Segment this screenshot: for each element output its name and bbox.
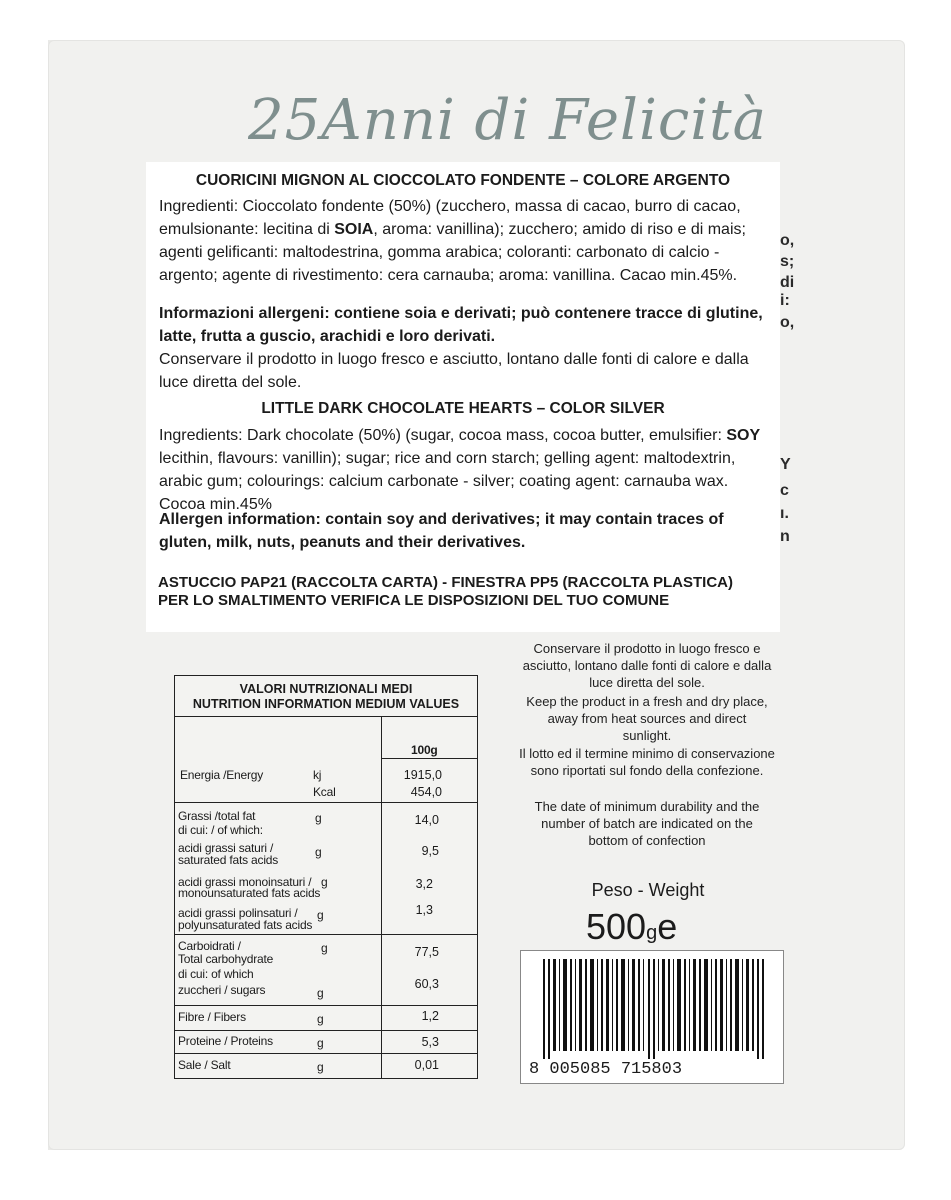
bleed-text: i: xyxy=(780,292,790,309)
english-title: LITTLE DARK CHOCOLATE HEARTS – COLOR SILVER xyxy=(261,400,665,417)
row-label: acidi grassi saturi / xyxy=(178,841,274,855)
table-rule xyxy=(175,1030,477,1031)
row-value: 14,0 xyxy=(414,813,439,827)
table-rule xyxy=(381,758,477,759)
row-unit: g xyxy=(315,845,322,859)
table-rule xyxy=(175,1053,477,1054)
lot-en: The date of minimum durability and the number of batch are indicated on the bottom of confection xyxy=(534,799,760,848)
barcode xyxy=(520,950,784,1084)
nutrition-table xyxy=(174,675,478,1079)
english-ingredients: Ingredients: Dark chocolate (50%) (sugar, cocoa mass, cocoa butter, emulsifier: SOY lecithin, flavours: vanillin); sugar; rice and corn starch; gelling agent: maltodextrin, arabic gum; colourings: calcium carbonate - silver; coating agent: carnauba wax. Cocoa min.45% xyxy=(159,427,761,513)
table-rule xyxy=(175,934,477,935)
table-rule xyxy=(175,716,477,717)
ingredient-label xyxy=(146,162,780,632)
row-label: Fibre / Fibers xyxy=(178,1010,246,1024)
bleed-text: n xyxy=(780,528,790,545)
row-label: saturated fats acids xyxy=(178,853,279,867)
row-unit: g xyxy=(321,941,328,955)
row-label: acidi grassi polinsaturi / xyxy=(178,906,298,920)
row-value: 1,2 xyxy=(421,1009,439,1023)
row-label: Energia /Energy xyxy=(180,768,264,782)
barcode-bars-icon xyxy=(521,959,783,1067)
row-label: acidi grassi monoinsaturi / xyxy=(178,875,312,889)
row-label: Grassi /total fat xyxy=(178,809,256,823)
italian-ingredients: Ingredienti: Cioccolato fondente (50%) (zucchero, massa di cacao, burro di cacao, emulsionante: lecitina di SOIA, aroma: vanillina); zucchero; amido di riso e di mais; agenti gelificanti: maltodestrina, gomma arabica; coloranti: carbonato di calcio - argento; agente di rivestimento: cera carnauba; aroma: vanillina. Cacao min.45%. xyxy=(159,198,746,284)
row-label: Total carbohydrate xyxy=(178,952,274,966)
row-value: 1,3 xyxy=(415,903,433,917)
row-label: zuccheri / sugars xyxy=(178,983,266,997)
row-label: di cui: / of which: xyxy=(178,823,263,837)
barcode-digits: 8 005085 715803 xyxy=(529,1060,683,1079)
bleed-text: c xyxy=(780,482,789,499)
row-label: polyunsaturated fats acids xyxy=(178,918,313,932)
row-unit: g xyxy=(317,1060,324,1074)
logo-text: 25Anni di Felicità xyxy=(248,88,768,153)
row-unit: g xyxy=(315,811,322,825)
row-value: 77,5 xyxy=(414,945,439,959)
row-value: 3,2 xyxy=(415,877,433,891)
nutrition-title-en: NUTRITION INFORMATION MEDIUM VALUES xyxy=(192,697,460,711)
row-value: 5,3 xyxy=(421,1035,439,1049)
bleed-text: ı. xyxy=(780,505,789,522)
net-weight: 500ge xyxy=(586,906,678,947)
row-unit: g xyxy=(317,908,324,922)
storage-en: Keep the product in a fresh and dry place, away from heat sources and direct sunlight. xyxy=(526,694,768,743)
lot-it: Il lotto ed il termine minimo di conservazione sono riportati sul fondo della confezione. xyxy=(519,746,775,778)
row-label: Sale / Salt xyxy=(178,1058,231,1072)
row-value: 0,01 xyxy=(414,1058,439,1072)
nutrition-title: VALORI NUTRIZIONALI MEDI xyxy=(239,682,413,696)
row-value: 454,0 xyxy=(410,785,442,799)
row-unit: g xyxy=(321,875,328,889)
table-rule xyxy=(175,1005,477,1006)
row-unit: g xyxy=(317,1012,324,1026)
bleed-text: o, xyxy=(780,314,795,331)
storage-it: Conservare il prodotto in luogo fresco e asciutto, lontano dalle fonti di calore e dalla luce diretta del sole. xyxy=(522,641,772,690)
disposal-line-2: PER LO SMALTIMENTO VERIFICA LE DISPOSIZIONI DEL TUO COMUNE xyxy=(158,592,670,609)
italian-title: CUORICINI MIGNON AL CIOCCOLATO FONDENTE – COLORE ARGENTO xyxy=(195,172,731,189)
italian-allergen: Informazioni allergeni: contiene soia e derivati; può contenere tracce di glutine, latte, frutta a guscio, arachidi e loro derivati. xyxy=(159,305,763,345)
row-label: Proteine / Proteins xyxy=(178,1034,273,1048)
weight-label: Peso - Weight xyxy=(591,880,705,900)
bleed-text: Y xyxy=(780,456,791,473)
row-label: di cui: of which xyxy=(178,967,254,981)
column-header: 100g xyxy=(411,743,438,757)
row-value: 1915,0 xyxy=(403,768,442,782)
row-value: 60,3 xyxy=(414,977,439,991)
bleed-text: o, xyxy=(780,232,795,249)
row-unit: kj xyxy=(313,768,322,782)
bleed-text: di xyxy=(780,274,795,291)
row-label: monounsaturated fats acids xyxy=(178,886,321,900)
italian-storage: Conservare il prodotto in luogo fresco e asciutto, lontano dalle fonti di calore e dalla luce diretta del sole. xyxy=(159,351,749,391)
estimated-sign-icon: e xyxy=(657,906,678,947)
row-unit: g xyxy=(317,986,324,1000)
row-value: 9,5 xyxy=(421,844,439,858)
disposal-line-1: ASTUCCIO PAP21 (RACCOLTA CARTA) - FINESTRA PP5 (RACCOLTA PLASTICA) xyxy=(158,574,733,591)
row-unit: g xyxy=(317,1036,324,1050)
row-label: Carboidrati / xyxy=(178,939,241,953)
english-allergen: Allergen information: contain soy and derivatives; it may contain traces of gluten, milk, nuts, peanuts and their derivatives. xyxy=(159,511,724,551)
bleed-text: s; xyxy=(780,253,795,270)
row-unit: Kcal xyxy=(313,785,336,799)
table-rule xyxy=(175,802,477,803)
